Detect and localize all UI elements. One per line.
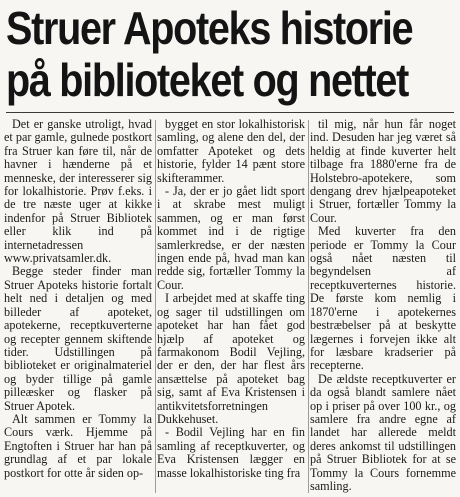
paragraph: Med kuverter fra den periode er Tommy la Cour også nået næsten til begyndelsen af receptkuverternes historie. De første kom nemlig i 1870'erne i apotekernes bestræbelser på at beskytte lægernes i forvejen ikke alt for læsbare kradserier på recepterne. — [310, 224, 456, 373]
headline-divider — [6, 112, 454, 113]
column-separator — [155, 120, 156, 493]
column-separator — [308, 120, 309, 493]
article-body — [4, 118, 456, 495]
paragraph: I arbejdet med at skaffe ting og sager til udstillingen om apoteket har han fået god hjælp af apoteket og farmakonom Bodil Vejling, der er den, der har flest års ansættelse på apoteket bag sig, samt af Eva Kristensen i antikvitetsforretningen Dukkehuset. — [157, 291, 305, 426]
headline-line-2: på biblioteket og nettet — [6, 54, 409, 106]
article-column-2 — [157, 118, 305, 495]
paragraph: Det er ganske utroligt, hvad et par gamle, gulnede postkort fra Struer kan føre til, når de havner i hænderne på et menneske, der interesserer sig for lokalhistorie. Prøv f.eks. i de tre næste uger at kikke indenfor på Struer Bibliotek eller klik ind på internetadressen www.privatsamler.dk. — [4, 118, 152, 266]
paragraph: Alt sammen er Tommy la Cours værk. Hjemme på Engtoften i Struer har han på grundlag af et par lokale postkort for otte år siden op- — [4, 411, 152, 480]
paragraph: bygget en stor lokalhistorisk samling, og alene den del, der omfatter Apoteket og dets historie, fylder 14 pænt store skifterammer. — [157, 118, 305, 185]
article-column-3 — [310, 118, 456, 495]
headline-line-1: Struer Apoteks historie — [6, 2, 413, 54]
paragraph: - Ja, der er jo gået lidt sport i at skrabe mest muligt sammen, og er man først kommet ind i de rigtige samlerkredse, er der næsten ingen ende på, hvad man kan redde sig, fortæller Tommy la Cour. — [157, 184, 305, 292]
paragraph: til mig, når hun får noget ind. Desuden har jeg været så heldig at finde kuverter helt tilbage fra 1880'erne fra de Holstebro-apotekere, som dengang drev hjælpeapoteket i Struer, fortæller Tommy la Cour. — [310, 118, 456, 225]
paragraph: De ældste receptkuverter er da også blandt samlere nået op i priser på over 100 kr., og samlere fra andre egne af landet har allerede meldt deres ankomst til udstillingen på Struer Bibliotek for at se Tommy la Cours fornemme samling. — [310, 371, 456, 493]
article-column-1 — [4, 118, 152, 495]
paragraph: Begge steder finder man Struer Apoteks historie fortalt helt ned i detaljen og med billeder af apoteket, apotekerne, receptkuverterne og recepter gennem skiftende tider. Udstillingen på biblioteket er originalmateriel og byder tillige på gamle pilleæsker og flasker på Struer Apotek. — [4, 264, 152, 413]
article-headline — [6, 2, 413, 106]
paragraph: - Bodil Vejling har en fin samling af receptkuverter, og Eva Kristensen lægger en masse lokalhistoriske ting fra — [157, 425, 305, 480]
